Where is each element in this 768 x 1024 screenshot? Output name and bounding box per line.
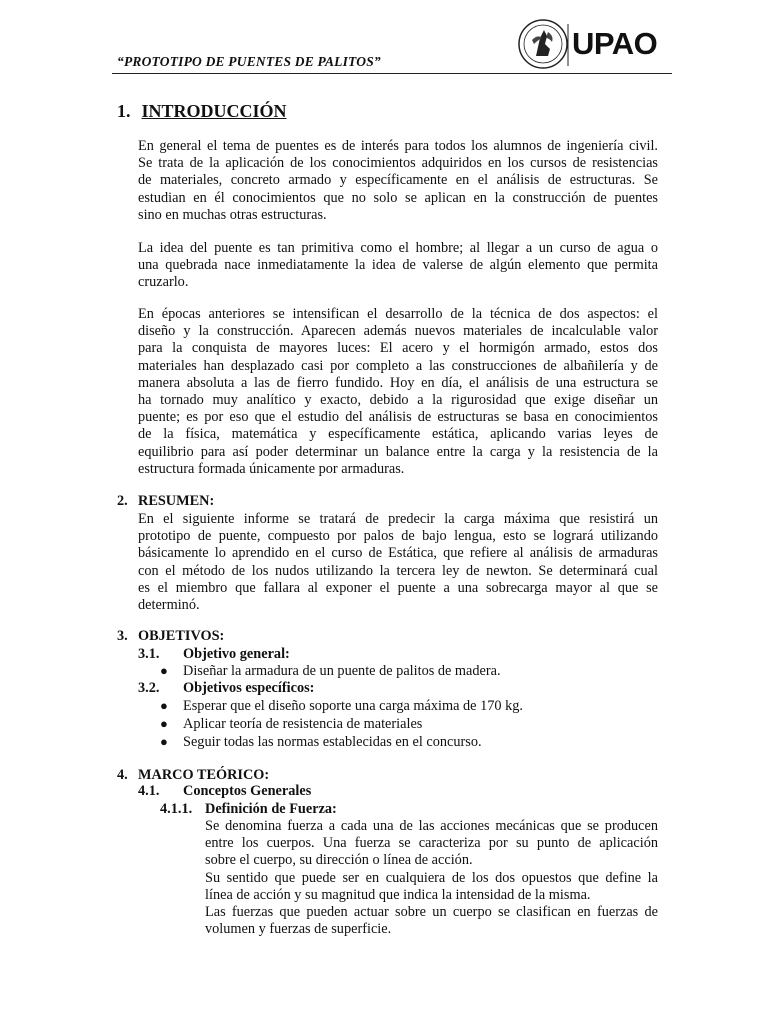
text-line: para la conquista de mayores luces: El acero y el hormigón armado, estos dos (138, 340, 658, 357)
section-title: OBJETIVOS: (138, 628, 225, 644)
text-line: En general el tema de puentes es de interés para todos los alumnos de ingeniería civil. (138, 138, 658, 154)
subsection-number: 4.1. (138, 783, 160, 799)
text-line: estructura formada únicamente por armaduras. (138, 460, 405, 477)
text-line: En el siguiente informe se tratará de predecir la carga máxima que resistirá un (138, 511, 658, 527)
section-number: 3. (117, 628, 128, 644)
text-line: sino en muchas otras estructuras. (138, 206, 327, 223)
section-title: MARCO TEÓRICO: (138, 767, 270, 783)
intro-paragraph-2 (138, 240, 658, 292)
subsection-number: 4.1.1. (160, 801, 193, 817)
force-definition-paragraph (205, 818, 658, 938)
subsection-title: Objetivos específicos: (183, 680, 315, 696)
text-line: es el miembro que fallara al exponer el puente a una sobrecarga mayor al que se (138, 579, 658, 596)
text-line: Se denomina fuerza a cada una de las acciones mecánicas que se producen (205, 818, 658, 834)
text-line: prototipo de puente, compuesto por palos de bajo lengua, esto se logrará utilizando (138, 528, 658, 545)
section-title: RESUMEN: (138, 493, 215, 509)
text-line: En épocas anteriores se intensifican el desarrollo de la técnica de dos aspectos: el (138, 306, 658, 322)
text-line: de materiales, concreto armado y específicamente en el análisis de estructuras. Se (138, 172, 658, 189)
text-line: con el método de los nudos utilizando la tercera ley de newton. Se determinará cual (138, 562, 658, 579)
text-line: una quebrada nace inmediatamente la idea de valerse de algún elemento que permita (138, 257, 658, 274)
section-3-heading (117, 628, 224, 645)
text-line: de la física, matemática y específicamente estática, aplicando varias leyes de (138, 426, 658, 443)
subsection-3-1-heading (138, 646, 290, 663)
text-line: ha tornado muy analítico y exacto, debido a la rigurosidad que exige diseñar un (138, 392, 658, 409)
text-line: Se trata de la aplicación de los conocimientos adquiridos en los cursos de resistencias (138, 155, 658, 172)
bullet-icon: ● (160, 663, 168, 678)
list-item (160, 663, 501, 680)
subsection-title: Conceptos Generales (183, 783, 312, 799)
intro-paragraph-3 (138, 306, 658, 478)
text-line: Su sentido que puede ser en cualquiera de los dos opuestos que define la (205, 869, 658, 886)
section-4-heading (117, 767, 269, 784)
bullet-icon: ● (160, 716, 168, 731)
list-item-text: Diseñar la armadura de un puente de palitos de madera. (183, 663, 501, 679)
text-line: estudian en él conocimientos que no solo se aplican en la construcción de puentes (138, 189, 658, 206)
text-line: Las fuerzas que pueden actuar sobre un cuerpo se clasifican en fuerzas de (205, 904, 658, 921)
list-item-text: Seguir todas las normas establecidas en el concurso. (183, 734, 482, 750)
bullet-icon: ● (160, 734, 168, 749)
subsection-number: 3.1. (138, 646, 160, 662)
subsection-title: Definición de Fuerza: (205, 801, 337, 817)
subsection-number: 3.2. (138, 680, 160, 696)
section-number: 1. (117, 101, 131, 121)
text-line: sobre el cuerpo, su dirección o línea de acción. (205, 852, 473, 869)
text-line: manera absoluta a las de fierro fundido. Hoy en día, el análisis de una estructura se (138, 374, 658, 391)
text-line: cruzarlo. (138, 274, 189, 291)
text-line: entre los cuerpos. Una fuerza se caracteriza por su punto de aplicación (205, 835, 658, 852)
section-number: 2. (117, 493, 128, 509)
list-item (160, 698, 523, 715)
subsection-3-2-heading (138, 680, 314, 697)
list-item-text: Esperar que el diseño soporte una carga máxima de 170 kg. (183, 698, 523, 714)
text-line: La idea del puente es tan primitiva como el hombre; al llegar a un curso de agua o (138, 240, 658, 256)
section-title: INTRODUCCIÓN (141, 101, 287, 121)
text-line: equilibrio para así poder determinar un balance entre la carga y la resistencia de la (138, 443, 658, 460)
bullet-icon: ● (160, 698, 168, 713)
text-line: puente; es por eso que el estudio del análisis de estructuras se basa en conocimientos (138, 409, 658, 426)
list-item-text: Aplicar teoría de resistencia de materiales (183, 716, 423, 732)
list-item (160, 734, 482, 751)
subsection-title: Objetivo general: (183, 646, 290, 662)
upao-logo-text: UPAO (572, 26, 658, 61)
subsection-4-1-1-heading (160, 801, 337, 818)
section-1-heading (117, 101, 287, 122)
text-line: materiales han desplazado casi por completo a las construcciones de albañilería y de (138, 357, 658, 374)
list-item (160, 716, 422, 733)
text-line: línea de acción y su magnitud que indica la intensidad de la misma. (205, 886, 591, 903)
text-line: diseño y la construcción. Aparecen además nuevos materiales de incalculable valor (138, 323, 658, 340)
text-line: básicamente lo aprendido en el curso de Estática, que refiere al análisis de armaduras (138, 545, 658, 562)
text-line: determinó. (138, 597, 200, 614)
intro-paragraph-1 (138, 138, 658, 224)
subsection-4-1-heading (138, 783, 311, 800)
document-header-title: “PROTOTIPO DE PUENTES DE PALITOS” (117, 54, 381, 69)
text-line: volumen y fuerzas de superficie. (205, 921, 392, 938)
header-divider (112, 73, 672, 74)
summary-paragraph (138, 511, 658, 614)
section-number: 4. (117, 767, 128, 783)
section-2-heading (117, 493, 214, 510)
